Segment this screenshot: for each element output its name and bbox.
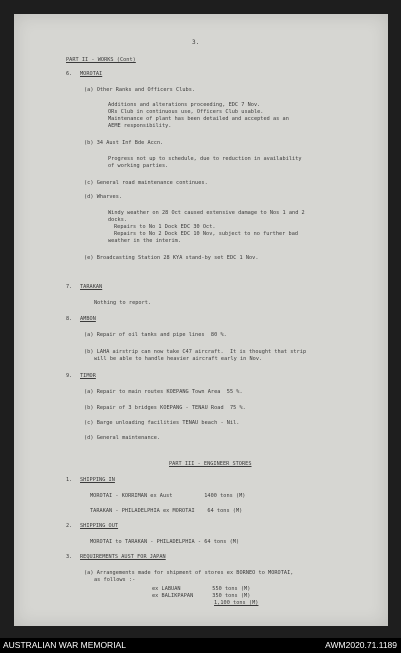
part3-1-number: 1. — [66, 477, 73, 483]
section-6d-line-4: Repairs to No 2 Dock EDC 10 Nov, subject to no further bad — [114, 231, 299, 237]
section-7-line-1: Nothing to report. — [94, 300, 152, 306]
section-6a-line-1: Additions and alterations proceeding, EDC 7 Nov. — [108, 102, 261, 108]
part3-2-title: SHIPPING OUT — [80, 523, 119, 529]
section-8-title: AMBON — [80, 316, 96, 322]
section-9b: (b) Repair of 3 bridges KOEPANG - TENAU Road 75 %. — [84, 405, 246, 411]
section-6a-heading: (a) Other Ranks and Officers Clubs. — [84, 87, 196, 93]
section-6a-line-4: AEME responsibility. — [108, 123, 172, 129]
part3-3-line-4: ex BALIKPAPAN 350 tons (M) — [152, 593, 251, 599]
section-9-title: TIMOR — [80, 373, 96, 379]
part3-1-line-2: TARAKAN - PHILADELPHIA ex MOROTAI 64 tons (M) — [90, 508, 243, 514]
section-6-number: 6. — [66, 71, 73, 77]
part3-1-line-1: MOROTAI - KORRIMAN ex Aust 1400 tons (M) — [90, 493, 246, 499]
document-page — [14, 14, 388, 626]
section-6c-heading: (c) General road maintenance continues. — [84, 180, 208, 186]
page-number: 3. — [192, 39, 200, 46]
part-ii-heading: PART II - WORKS (Cont) — [66, 57, 136, 63]
section-9-number: 9. — [66, 373, 73, 379]
section-6a-line-3: Maintenance of plant has been detailed and accepted as an — [108, 116, 289, 122]
archive-footer — [0, 638, 401, 653]
part3-3-number: 3. — [66, 554, 73, 560]
part3-3-line-1: (a) Arrangements made for shipment of stores ex BORNEO to MOROTAI, — [84, 570, 294, 576]
section-8b-line-1: (b) LAHA airstrip can now take C47 aircraft. It is thought that strip — [84, 349, 307, 355]
section-6d-line-5: weather in the interim. — [108, 238, 181, 244]
section-6d-line-3: Repairs to No 1 Dock EDC 30 Oct. — [114, 224, 216, 230]
section-7-title: TARAKAN — [80, 284, 103, 290]
section-8a: (a) Repair of oil tanks and pipe lines 80 %. — [84, 332, 227, 338]
section-6d-heading: (d) Wharves. — [84, 194, 123, 200]
section-6e-heading: (e) Broadcasting Station 28 KYA stand-by set EDC 1 Nov. — [84, 255, 259, 261]
section-9c: (c) Barge unloading facilities TENAU beach - Nil. — [84, 420, 240, 426]
footer-reference: AWM2020.71.1189 — [325, 640, 397, 650]
section-6d-line-1: Windy weather on 28 Oct caused extensive damage to Nos 1 and 2 — [108, 210, 305, 216]
part3-3-title: REQUIREMENTS AUST FOR JAPAN — [80, 554, 166, 560]
section-6d-line-2: docks. — [108, 217, 128, 223]
section-6b-heading: (b) 34 Aust Inf Bde Accn. — [84, 140, 164, 146]
section-8-number: 8. — [66, 316, 73, 322]
part3-3-line-3: ex LABUAN 550 tons (M) — [152, 586, 251, 592]
section-9a: (a) Repair to main routes KOEPANG Town Area 55 %. — [84, 389, 243, 395]
footer-institution: AUSTRALIAN WAR MEMORIAL — [3, 640, 126, 650]
section-6-title: MOROTAI — [80, 71, 103, 77]
section-8b-line-2: will be able to handle heavier aircraft early in Nov. — [94, 356, 263, 362]
section-7-number: 7. — [66, 284, 73, 290]
part3-2-number: 2. — [66, 523, 73, 529]
section-9d: (d) General maintenance. — [84, 435, 161, 441]
section-6a-line-2: ORs Club in continuous use, Officers Club usable. — [108, 109, 264, 115]
part3-1-title: SHIPPING IN — [80, 477, 115, 483]
section-6b-line-1: Progress not up to schedule, due to reduction in availability — [108, 156, 302, 162]
part3-3-line-2: as follows :- — [94, 577, 136, 583]
part3-2-line-1: MOROTAI to TARAKAN - PHILADELPHIA - 64 tons (M) — [90, 539, 240, 545]
part-iii-heading: PART III - ENGINEER STORES — [169, 461, 252, 467]
section-6b-line-2: of working parties. — [108, 163, 169, 169]
part3-3-total: 1,100 tons (M) — [214, 600, 259, 606]
